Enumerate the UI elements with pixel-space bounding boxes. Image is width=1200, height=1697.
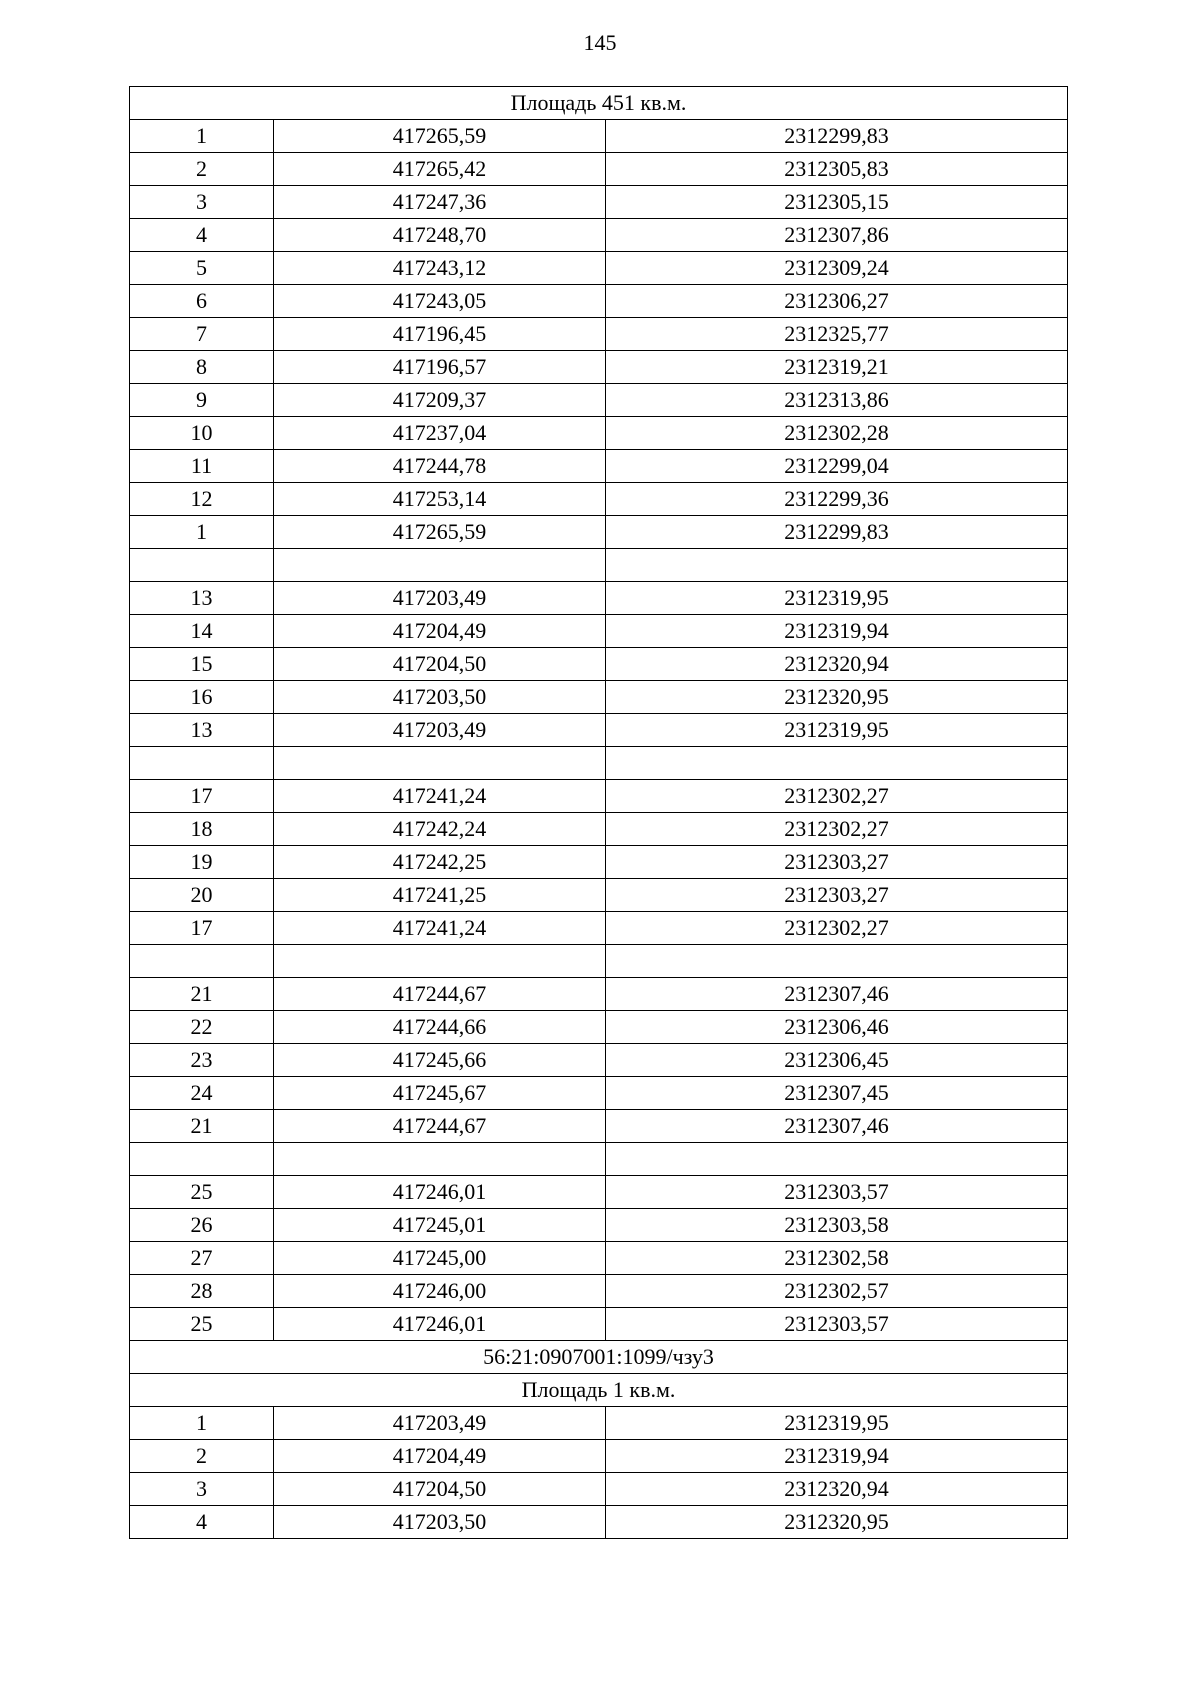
y-coordinate-cell: 2312302,27	[606, 912, 1068, 945]
point-number-cell: 22	[130, 1011, 274, 1044]
x-coordinate-cell: 417196,57	[274, 351, 606, 384]
empty-cell	[606, 945, 1068, 978]
x-coordinate-cell: 417244,67	[274, 1110, 606, 1143]
table-row	[130, 1506, 1068, 1539]
point-number-cell: 24	[130, 1077, 274, 1110]
x-coordinate-cell: 417241,24	[274, 912, 606, 945]
x-coordinate-cell: 417237,04	[274, 417, 606, 450]
table-row	[130, 879, 1068, 912]
coordinates-table	[129, 86, 1068, 1539]
point-number-cell: 4	[130, 219, 274, 252]
y-coordinate-cell: 2312319,21	[606, 351, 1068, 384]
point-number-cell: 1	[130, 120, 274, 153]
empty-cell	[606, 1143, 1068, 1176]
y-coordinate-cell: 2312302,57	[606, 1275, 1068, 1308]
y-coordinate-cell: 2312302,27	[606, 780, 1068, 813]
table-row	[130, 318, 1068, 351]
x-coordinate-cell: 417245,67	[274, 1077, 606, 1110]
y-coordinate-cell: 2312302,28	[606, 417, 1068, 450]
point-number-cell: 27	[130, 1242, 274, 1275]
table-row	[130, 1440, 1068, 1473]
y-coordinate-cell: 2312319,95	[606, 1407, 1068, 1440]
x-coordinate-cell: 417245,01	[274, 1209, 606, 1242]
point-number-cell: 9	[130, 384, 274, 417]
point-number-cell: 25	[130, 1308, 274, 1341]
table-row	[130, 1275, 1068, 1308]
table-row	[130, 648, 1068, 681]
y-coordinate-cell: 2312309,24	[606, 252, 1068, 285]
y-coordinate-cell: 2312299,36	[606, 483, 1068, 516]
area-heading: Площадь 1 кв.м.	[130, 1374, 1068, 1407]
separator-row	[130, 1143, 1068, 1176]
empty-cell	[274, 945, 606, 978]
table-row	[130, 153, 1068, 186]
separator-row	[130, 747, 1068, 780]
x-coordinate-cell: 417244,67	[274, 978, 606, 1011]
empty-cell	[130, 747, 274, 780]
x-coordinate-cell: 417244,66	[274, 1011, 606, 1044]
table-row	[130, 1077, 1068, 1110]
x-coordinate-cell: 417203,49	[274, 582, 606, 615]
x-coordinate-cell: 417243,12	[274, 252, 606, 285]
empty-cell	[274, 1143, 606, 1176]
page-number: 145	[583, 30, 617, 55]
x-coordinate-cell: 417243,05	[274, 285, 606, 318]
x-coordinate-cell: 417265,59	[274, 120, 606, 153]
x-coordinate-cell: 417241,25	[274, 879, 606, 912]
table-row	[130, 1473, 1068, 1506]
table-row	[130, 813, 1068, 846]
y-coordinate-cell: 2312299,83	[606, 120, 1068, 153]
point-number-cell: 5	[130, 252, 274, 285]
point-number-cell: 26	[130, 1209, 274, 1242]
y-coordinate-cell: 2312320,95	[606, 1506, 1068, 1539]
point-number-cell: 21	[130, 978, 274, 1011]
parcel-identifier-row	[130, 1341, 1068, 1374]
point-number-cell: 3	[130, 186, 274, 219]
table-row	[130, 1209, 1068, 1242]
y-coordinate-cell: 2312307,45	[606, 1077, 1068, 1110]
table-row	[130, 285, 1068, 318]
y-coordinate-cell: 2312299,83	[606, 516, 1068, 549]
y-coordinate-cell: 2312303,27	[606, 846, 1068, 879]
x-coordinate-cell: 417245,00	[274, 1242, 606, 1275]
x-coordinate-cell: 417203,49	[274, 714, 606, 747]
empty-cell	[274, 549, 606, 582]
table-row	[130, 450, 1068, 483]
empty-cell	[130, 945, 274, 978]
point-number-cell: 12	[130, 483, 274, 516]
empty-cell	[606, 747, 1068, 780]
point-number-cell: 15	[130, 648, 274, 681]
y-coordinate-cell: 2312306,45	[606, 1044, 1068, 1077]
table-row	[130, 120, 1068, 153]
empty-cell	[130, 549, 274, 582]
empty-cell	[606, 549, 1068, 582]
x-coordinate-cell: 417241,24	[274, 780, 606, 813]
point-number-cell: 23	[130, 1044, 274, 1077]
table-row	[130, 1308, 1068, 1341]
empty-cell	[130, 1143, 274, 1176]
point-number-cell: 8	[130, 351, 274, 384]
y-coordinate-cell: 2312302,58	[606, 1242, 1068, 1275]
y-coordinate-cell: 2312320,94	[606, 1473, 1068, 1506]
y-coordinate-cell: 2312303,57	[606, 1176, 1068, 1209]
point-number-cell: 17	[130, 780, 274, 813]
y-coordinate-cell: 2312307,46	[606, 1110, 1068, 1143]
x-coordinate-cell: 417246,01	[274, 1176, 606, 1209]
point-number-cell: 20	[130, 879, 274, 912]
table-row	[130, 1407, 1068, 1440]
point-number-cell: 25	[130, 1176, 274, 1209]
point-number-cell: 10	[130, 417, 274, 450]
table-row	[130, 483, 1068, 516]
point-number-cell: 16	[130, 681, 274, 714]
area-heading: Площадь 451 кв.м.	[130, 87, 1068, 120]
area-heading-row	[130, 1374, 1068, 1407]
separator-row	[130, 549, 1068, 582]
x-coordinate-cell: 417204,50	[274, 648, 606, 681]
point-number-cell: 18	[130, 813, 274, 846]
separator-row	[130, 945, 1068, 978]
y-coordinate-cell: 2312302,27	[606, 813, 1068, 846]
point-number-cell: 7	[130, 318, 274, 351]
point-number-cell: 3	[130, 1473, 274, 1506]
y-coordinate-cell: 2312305,15	[606, 186, 1068, 219]
point-number-cell: 13	[130, 714, 274, 747]
y-coordinate-cell: 2312319,95	[606, 714, 1068, 747]
point-number-cell: 2	[130, 1440, 274, 1473]
y-coordinate-cell: 2312307,86	[606, 219, 1068, 252]
y-coordinate-cell: 2312303,58	[606, 1209, 1068, 1242]
y-coordinate-cell: 2312303,57	[606, 1308, 1068, 1341]
x-coordinate-cell: 417204,49	[274, 615, 606, 648]
x-coordinate-cell: 417248,70	[274, 219, 606, 252]
x-coordinate-cell: 417246,00	[274, 1275, 606, 1308]
table-row	[130, 1242, 1068, 1275]
point-number-cell: 1	[130, 516, 274, 549]
table-row	[130, 1176, 1068, 1209]
y-coordinate-cell: 2312303,27	[606, 879, 1068, 912]
y-coordinate-cell: 2312306,46	[606, 1011, 1068, 1044]
y-coordinate-cell: 2312320,94	[606, 648, 1068, 681]
table-row	[130, 219, 1068, 252]
table-row	[130, 978, 1068, 1011]
point-number-cell: 11	[130, 450, 274, 483]
point-number-cell: 17	[130, 912, 274, 945]
table-row	[130, 384, 1068, 417]
point-number-cell: 28	[130, 1275, 274, 1308]
point-number-cell: 19	[130, 846, 274, 879]
point-number-cell: 2	[130, 153, 274, 186]
y-coordinate-cell: 2312306,27	[606, 285, 1068, 318]
x-coordinate-cell: 417245,66	[274, 1044, 606, 1077]
x-coordinate-cell: 417203,49	[274, 1407, 606, 1440]
parcel-identifier: 56:21:0907001:1099/чзу3	[130, 1341, 1068, 1374]
coordinates-table-body	[130, 87, 1068, 1539]
table-row	[130, 615, 1068, 648]
y-coordinate-cell: 2312319,95	[606, 582, 1068, 615]
empty-cell	[274, 747, 606, 780]
point-number-cell: 14	[130, 615, 274, 648]
x-coordinate-cell: 417246,01	[274, 1308, 606, 1341]
table-row	[130, 912, 1068, 945]
table-row	[130, 582, 1068, 615]
point-number-cell: 6	[130, 285, 274, 318]
x-coordinate-cell: 417203,50	[274, 681, 606, 714]
x-coordinate-cell: 417244,78	[274, 450, 606, 483]
x-coordinate-cell: 417265,59	[274, 516, 606, 549]
table-row	[130, 1110, 1068, 1143]
table-row	[130, 714, 1068, 747]
table-row	[130, 351, 1068, 384]
x-coordinate-cell: 417265,42	[274, 153, 606, 186]
table-row	[130, 516, 1068, 549]
y-coordinate-cell: 2312313,86	[606, 384, 1068, 417]
y-coordinate-cell: 2312320,95	[606, 681, 1068, 714]
x-coordinate-cell: 417242,25	[274, 846, 606, 879]
x-coordinate-cell: 417204,50	[274, 1473, 606, 1506]
table-row	[130, 780, 1068, 813]
y-coordinate-cell: 2312325,77	[606, 318, 1068, 351]
y-coordinate-cell: 2312299,04	[606, 450, 1068, 483]
area-heading-row	[130, 87, 1068, 120]
y-coordinate-cell: 2312307,46	[606, 978, 1068, 1011]
table-row	[130, 1011, 1068, 1044]
table-row	[130, 1044, 1068, 1077]
x-coordinate-cell: 417203,50	[274, 1506, 606, 1539]
table-row	[130, 417, 1068, 450]
table-row	[130, 252, 1068, 285]
x-coordinate-cell: 417247,36	[274, 186, 606, 219]
y-coordinate-cell: 2312319,94	[606, 615, 1068, 648]
y-coordinate-cell: 2312319,94	[606, 1440, 1068, 1473]
x-coordinate-cell: 417253,14	[274, 483, 606, 516]
table-row	[130, 186, 1068, 219]
x-coordinate-cell: 417209,37	[274, 384, 606, 417]
x-coordinate-cell: 417242,24	[274, 813, 606, 846]
point-number-cell: 1	[130, 1407, 274, 1440]
point-number-cell: 13	[130, 582, 274, 615]
x-coordinate-cell: 417204,49	[274, 1440, 606, 1473]
table-row	[130, 846, 1068, 879]
point-number-cell: 21	[130, 1110, 274, 1143]
x-coordinate-cell: 417196,45	[274, 318, 606, 351]
point-number-cell: 4	[130, 1506, 274, 1539]
table-row	[130, 681, 1068, 714]
y-coordinate-cell: 2312305,83	[606, 153, 1068, 186]
